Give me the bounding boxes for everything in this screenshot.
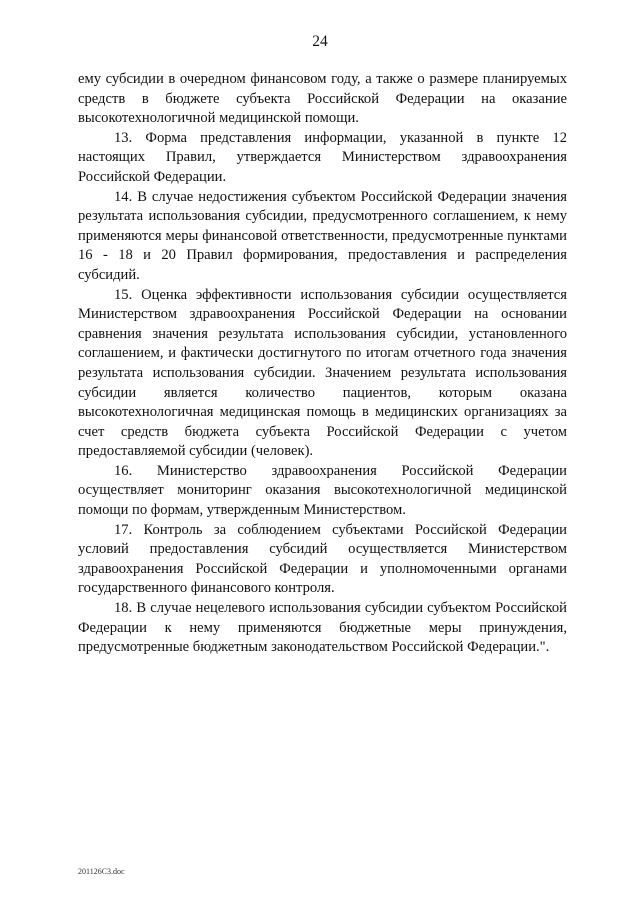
page-number: 24	[312, 33, 328, 50]
paragraph-15: 15. Оценка эффективности использования субсидии осуществляется Министерством здравоохранения Российской Федерации на основании сравнения значения результата использования субсидии, установленного соглашением, и фактически достигнутого по итогам отчетного года значения результата использования субсидии. Значением результата использования субсидии является количество пациентов, которым оказана высокотехнологичная медицинская помощь в медицинских организациях за счет средств бюджета субъекта Российской Федерации с учетом предоставляемой субсидии (человек).	[78, 286, 567, 460]
paragraph-18: 18. В случае нецелевого использования субсидии субъектом Российской Федерации к нему применяются бюджетные меры принуждения, предусмотренные бюджетным законодательством Российской Федерации.".	[78, 600, 567, 656]
paragraph-16: 16. Министерство здравоохранения Российской Федерации осуществляет мониторинг оказания высокотехнологичной медицинской помощи по формам, утвержденным Министерством.	[78, 462, 567, 519]
paragraph-13: 13. Форма представления информации, указанной в пункте 12 настоящих Правил, утверждается Министерством здравоохранения Российской Федерации.	[78, 129, 567, 185]
paragraph-continuation: ему субсидии в очередном финансовом году, а также о размере планируемых средств в бюджете субъекта Российской Федерации на оказание высокотехнологичной медицинской помощи.	[78, 71, 567, 127]
document-body	[78, 70, 567, 658]
paragraph-14: 14. В случае недостижения субъектом Российской Федерации значения результата использования субсидии, предусмотренного соглашением, к нему применяются меры финансовой ответственности, предусмотренные пунктами 16 - 18 и 20 Правил формирования, предоставления и распределения субсидий.	[78, 188, 567, 283]
footer-file-code: 201126С3.doc	[78, 867, 125, 876]
paragraph-17: 17. Контроль за соблюдением субъектами Российской Федерации условий предоставления субсидий осуществляется Министерством здравоохранения Российской Федерации и уполномоченными органами государственного финансового контроля.	[78, 521, 567, 597]
